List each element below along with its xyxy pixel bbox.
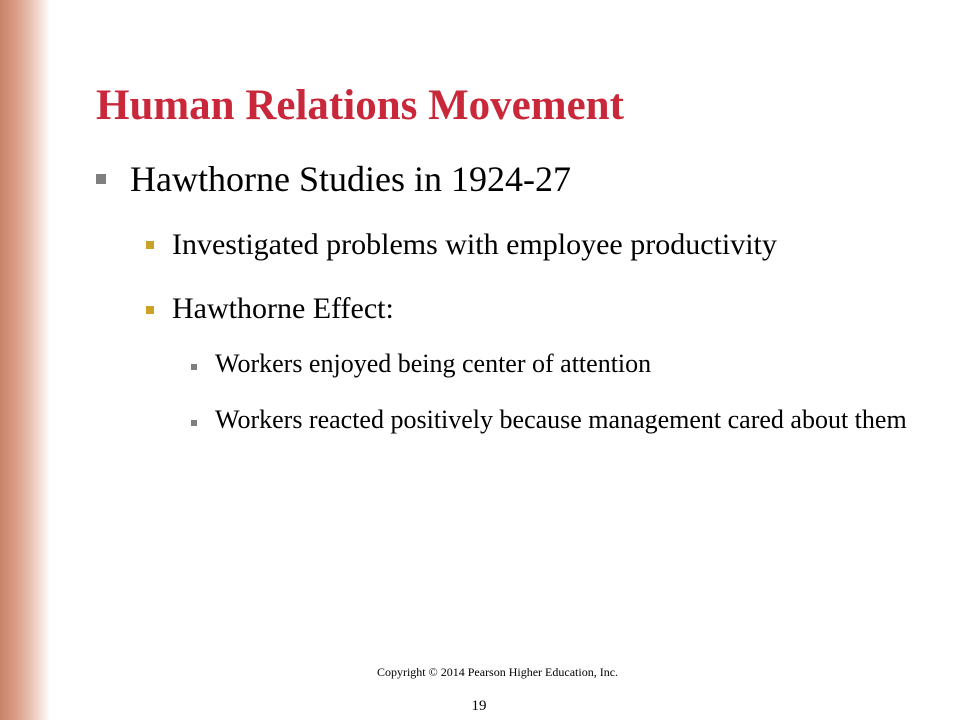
square-bullet-icon (96, 174, 106, 184)
square-bullet-icon (191, 364, 197, 370)
footer-copyright: Copyright © 2014 Pearson Higher Education, Inc. (376, 665, 619, 679)
square-bullet-icon (191, 420, 197, 426)
bullet-level3-text: Workers enjoyed being center of attention (215, 349, 652, 378)
bullet-level2-text: Investigated problems with employee productivity (172, 228, 777, 261)
bullet-level3-text: Workers reacted positively because management cared about them (215, 405, 907, 434)
bullet-level2-text: Hawthorne Effect: (172, 292, 394, 325)
page-number: 19 (471, 698, 487, 714)
square-bullet-icon (146, 306, 154, 314)
slide-title: Human Relations Movement (96, 82, 624, 129)
square-bullet-icon (146, 241, 154, 249)
bullet-level1-text: Hawthorne Studies in 1924-27 (130, 159, 571, 199)
